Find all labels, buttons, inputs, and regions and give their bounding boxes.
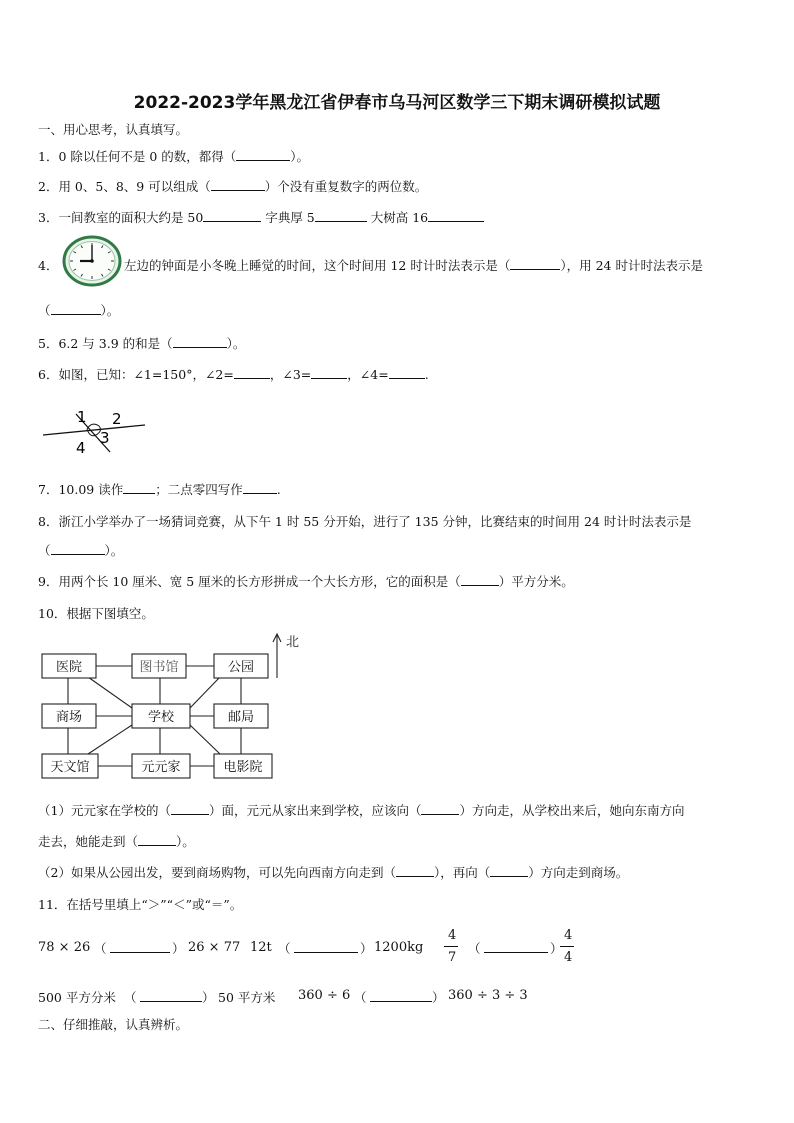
answer-blank[interactable] xyxy=(294,940,358,953)
q4-text: 左边的钟面是小冬晚上睡觉的时间，这个时间用 12 时计时法表示是（ xyxy=(124,258,511,273)
direction-map xyxy=(38,632,308,782)
map-label-school: 学校 xyxy=(147,710,175,725)
answer-blank[interactable] xyxy=(138,833,176,846)
answer-blank[interactable] xyxy=(370,989,432,1002)
answer-blank[interactable] xyxy=(234,366,270,379)
answer-blank[interactable] xyxy=(211,178,265,191)
answer-blank[interactable] xyxy=(140,989,202,1002)
paren-close: ） xyxy=(172,941,185,956)
q3-part-a: 3．一间教室的面积大约是 50 xyxy=(38,210,204,225)
question-9 xyxy=(38,572,574,590)
q4-cont: （ xyxy=(38,303,51,318)
section-heading: 二、仔细推敲，认真辨析。 xyxy=(38,1017,189,1032)
question-8-cont xyxy=(38,541,123,559)
q7-mid: ；二点零四写作 xyxy=(155,482,243,497)
question-3 xyxy=(38,208,484,226)
q1-text: 1．0 除以任何不是 0 的数，都得（ xyxy=(38,149,237,164)
fraction-1-denominator: 7 xyxy=(448,950,457,965)
q4-tail: ）。 xyxy=(100,303,120,318)
question-4-cont xyxy=(38,301,119,319)
question-6 xyxy=(38,365,429,383)
answer-blank[interactable] xyxy=(243,481,277,494)
paren-close: ） xyxy=(550,941,563,956)
north-label: 北 xyxy=(286,635,300,650)
q10-2-a: （2）如果从公园出发，要到商场购物，可以先向西南方向走到（ xyxy=(38,865,396,880)
angle-label-3: 3 xyxy=(100,429,110,447)
map-label-yuanyuan-home: 元元家 xyxy=(141,760,181,775)
question-8 xyxy=(38,512,691,530)
q8-text: 8．浙江小学举办了一场猜词竞赛，从下午 1 时 55 分开始，进行了 135 分钟，比赛结束的时间用 24 时计时法表示是 xyxy=(38,514,692,529)
angle-label-4: 4 xyxy=(76,439,86,457)
paren-open: （ xyxy=(468,941,481,956)
question-5 xyxy=(38,334,245,352)
answer-blank[interactable] xyxy=(421,802,459,815)
answer-blank[interactable] xyxy=(110,940,170,953)
answer-blank[interactable] xyxy=(389,366,425,379)
page-title: 2022-2023学年黑龙江省伊春市乌马河区数学三下期末调研模拟试题 xyxy=(133,93,661,113)
fraction-2-denominator: 4 xyxy=(564,950,573,965)
q3-part-b: 字典厚 5 xyxy=(265,210,315,225)
q6-s3: . xyxy=(424,367,429,382)
expr-26x77: 26 × 77 xyxy=(188,940,241,955)
answer-blank[interactable] xyxy=(490,864,528,877)
expr-78x26: 78 × 26 xyxy=(38,940,91,955)
answer-blank[interactable] xyxy=(315,209,367,222)
q6-s1: ，∠3= xyxy=(269,367,312,382)
map-label-hospital: 医院 xyxy=(55,660,83,675)
paren-open: （ xyxy=(354,990,367,1005)
map-label-observatory: 天文馆 xyxy=(50,760,90,775)
answer-blank[interactable] xyxy=(311,366,347,379)
expr-12t: 12t xyxy=(250,940,272,955)
fraction-bar xyxy=(444,946,458,947)
q9-tail: ）平方分米。 xyxy=(498,574,574,589)
map-label-mall: 商场 xyxy=(55,710,83,725)
q10-1-c: ）方向走，从学校出来后，她向东南方向 xyxy=(459,803,685,818)
q10-2-b: ），再向（ xyxy=(433,865,491,880)
q7-text: 7．10.09 读作 xyxy=(38,482,124,497)
section-heading: 一、用心思考，认真填写。 xyxy=(38,122,189,137)
answer-blank[interactable] xyxy=(51,542,105,555)
answer-blank[interactable] xyxy=(428,209,484,222)
angle-label-2: 2 xyxy=(112,410,122,428)
question-4 xyxy=(124,256,703,274)
q10-1-b: ）面，元元从家出来到学校，应该向（ xyxy=(208,803,422,818)
answer-blank[interactable] xyxy=(203,209,261,222)
angle-diagram xyxy=(40,402,150,458)
question-10: 10．根据下图填空。 xyxy=(38,606,154,621)
fraction-bar xyxy=(560,946,574,947)
q4-mid: ），用 24 时计时法表示是 xyxy=(560,258,703,273)
answer-blank[interactable] xyxy=(396,864,434,877)
map-label-park: 公园 xyxy=(227,660,255,675)
map-label-cinema: 电影院 xyxy=(223,760,263,775)
q10-1-d: 走去，她能走到（ xyxy=(38,834,139,849)
paren-close: ） xyxy=(432,990,445,1005)
q5-tail: ）。 xyxy=(226,336,246,351)
answer-blank[interactable] xyxy=(484,940,548,953)
q3-part-c: 大树高 16 xyxy=(370,210,429,225)
answer-blank[interactable] xyxy=(171,802,209,815)
question-11: 11．在括号里填上“＞”“＜”或“＝”。 xyxy=(38,897,243,912)
expr-50m2: 50 平方米 xyxy=(218,990,276,1005)
expr-360div6: 360 ÷ 6 xyxy=(298,988,351,1003)
paren-open: （ xyxy=(94,941,107,956)
q8-tail: ）。 xyxy=(104,543,124,558)
fraction-2-numerator: 4 xyxy=(564,928,573,943)
expr-500dm2: 500 平方分米 xyxy=(38,990,116,1005)
question-10-1-cont xyxy=(38,832,195,850)
question-1 xyxy=(38,147,309,165)
paren-open: （ xyxy=(124,990,137,1005)
q10-1-e: ）。 xyxy=(176,834,195,849)
angle-label-1: 1 xyxy=(77,408,87,426)
q1-tail: ）。 xyxy=(290,149,310,164)
paren-close: ） xyxy=(202,990,215,1005)
q6-s2: ，∠4= xyxy=(347,367,389,382)
q10-2-c: ）方向走到商场。 xyxy=(528,865,629,880)
clock-icon xyxy=(62,235,122,287)
expr-1200kg: 1200kg xyxy=(374,940,424,955)
answer-blank[interactable] xyxy=(51,302,101,315)
q2-tail: ）个没有重复数字的两位数。 xyxy=(264,179,428,194)
map-label-library: 图书馆 xyxy=(139,660,179,675)
paren-open: （ xyxy=(278,941,291,956)
q2-text: 2．用 0、5、8、9 可以组成（ xyxy=(38,179,211,194)
question-4-number: 4． xyxy=(38,258,59,273)
answer-blank[interactable] xyxy=(236,148,290,161)
paren-close: ） xyxy=(360,941,373,956)
q7-tail: . xyxy=(276,482,281,497)
answer-blank[interactable] xyxy=(461,573,499,586)
q5-text: 5．6.2 与 3.9 的和是（ xyxy=(38,336,173,351)
answer-blank[interactable] xyxy=(173,335,227,348)
answer-blank[interactable] xyxy=(123,481,155,494)
q9-text: 9．用两个长 10 厘米、宽 5 厘米的长方形拼成一个大长方形，它的面积是（ xyxy=(38,574,461,589)
question-7 xyxy=(38,480,281,498)
question-10-2 xyxy=(38,863,628,881)
q8-cont: （ xyxy=(38,543,51,558)
q6-text: 6．如图，已知：∠1=150°，∠2= xyxy=(38,367,234,382)
question-2 xyxy=(38,177,427,195)
q10-1-a: （1）元元家在学校的（ xyxy=(38,803,171,818)
answer-blank[interactable] xyxy=(510,257,560,270)
map-label-post-office: 邮局 xyxy=(227,710,255,725)
fraction-1-numerator: 4 xyxy=(448,928,457,943)
question-10-1 xyxy=(38,801,685,819)
expr-360div3div3: 360 ÷ 3 ÷ 3 xyxy=(448,988,528,1003)
